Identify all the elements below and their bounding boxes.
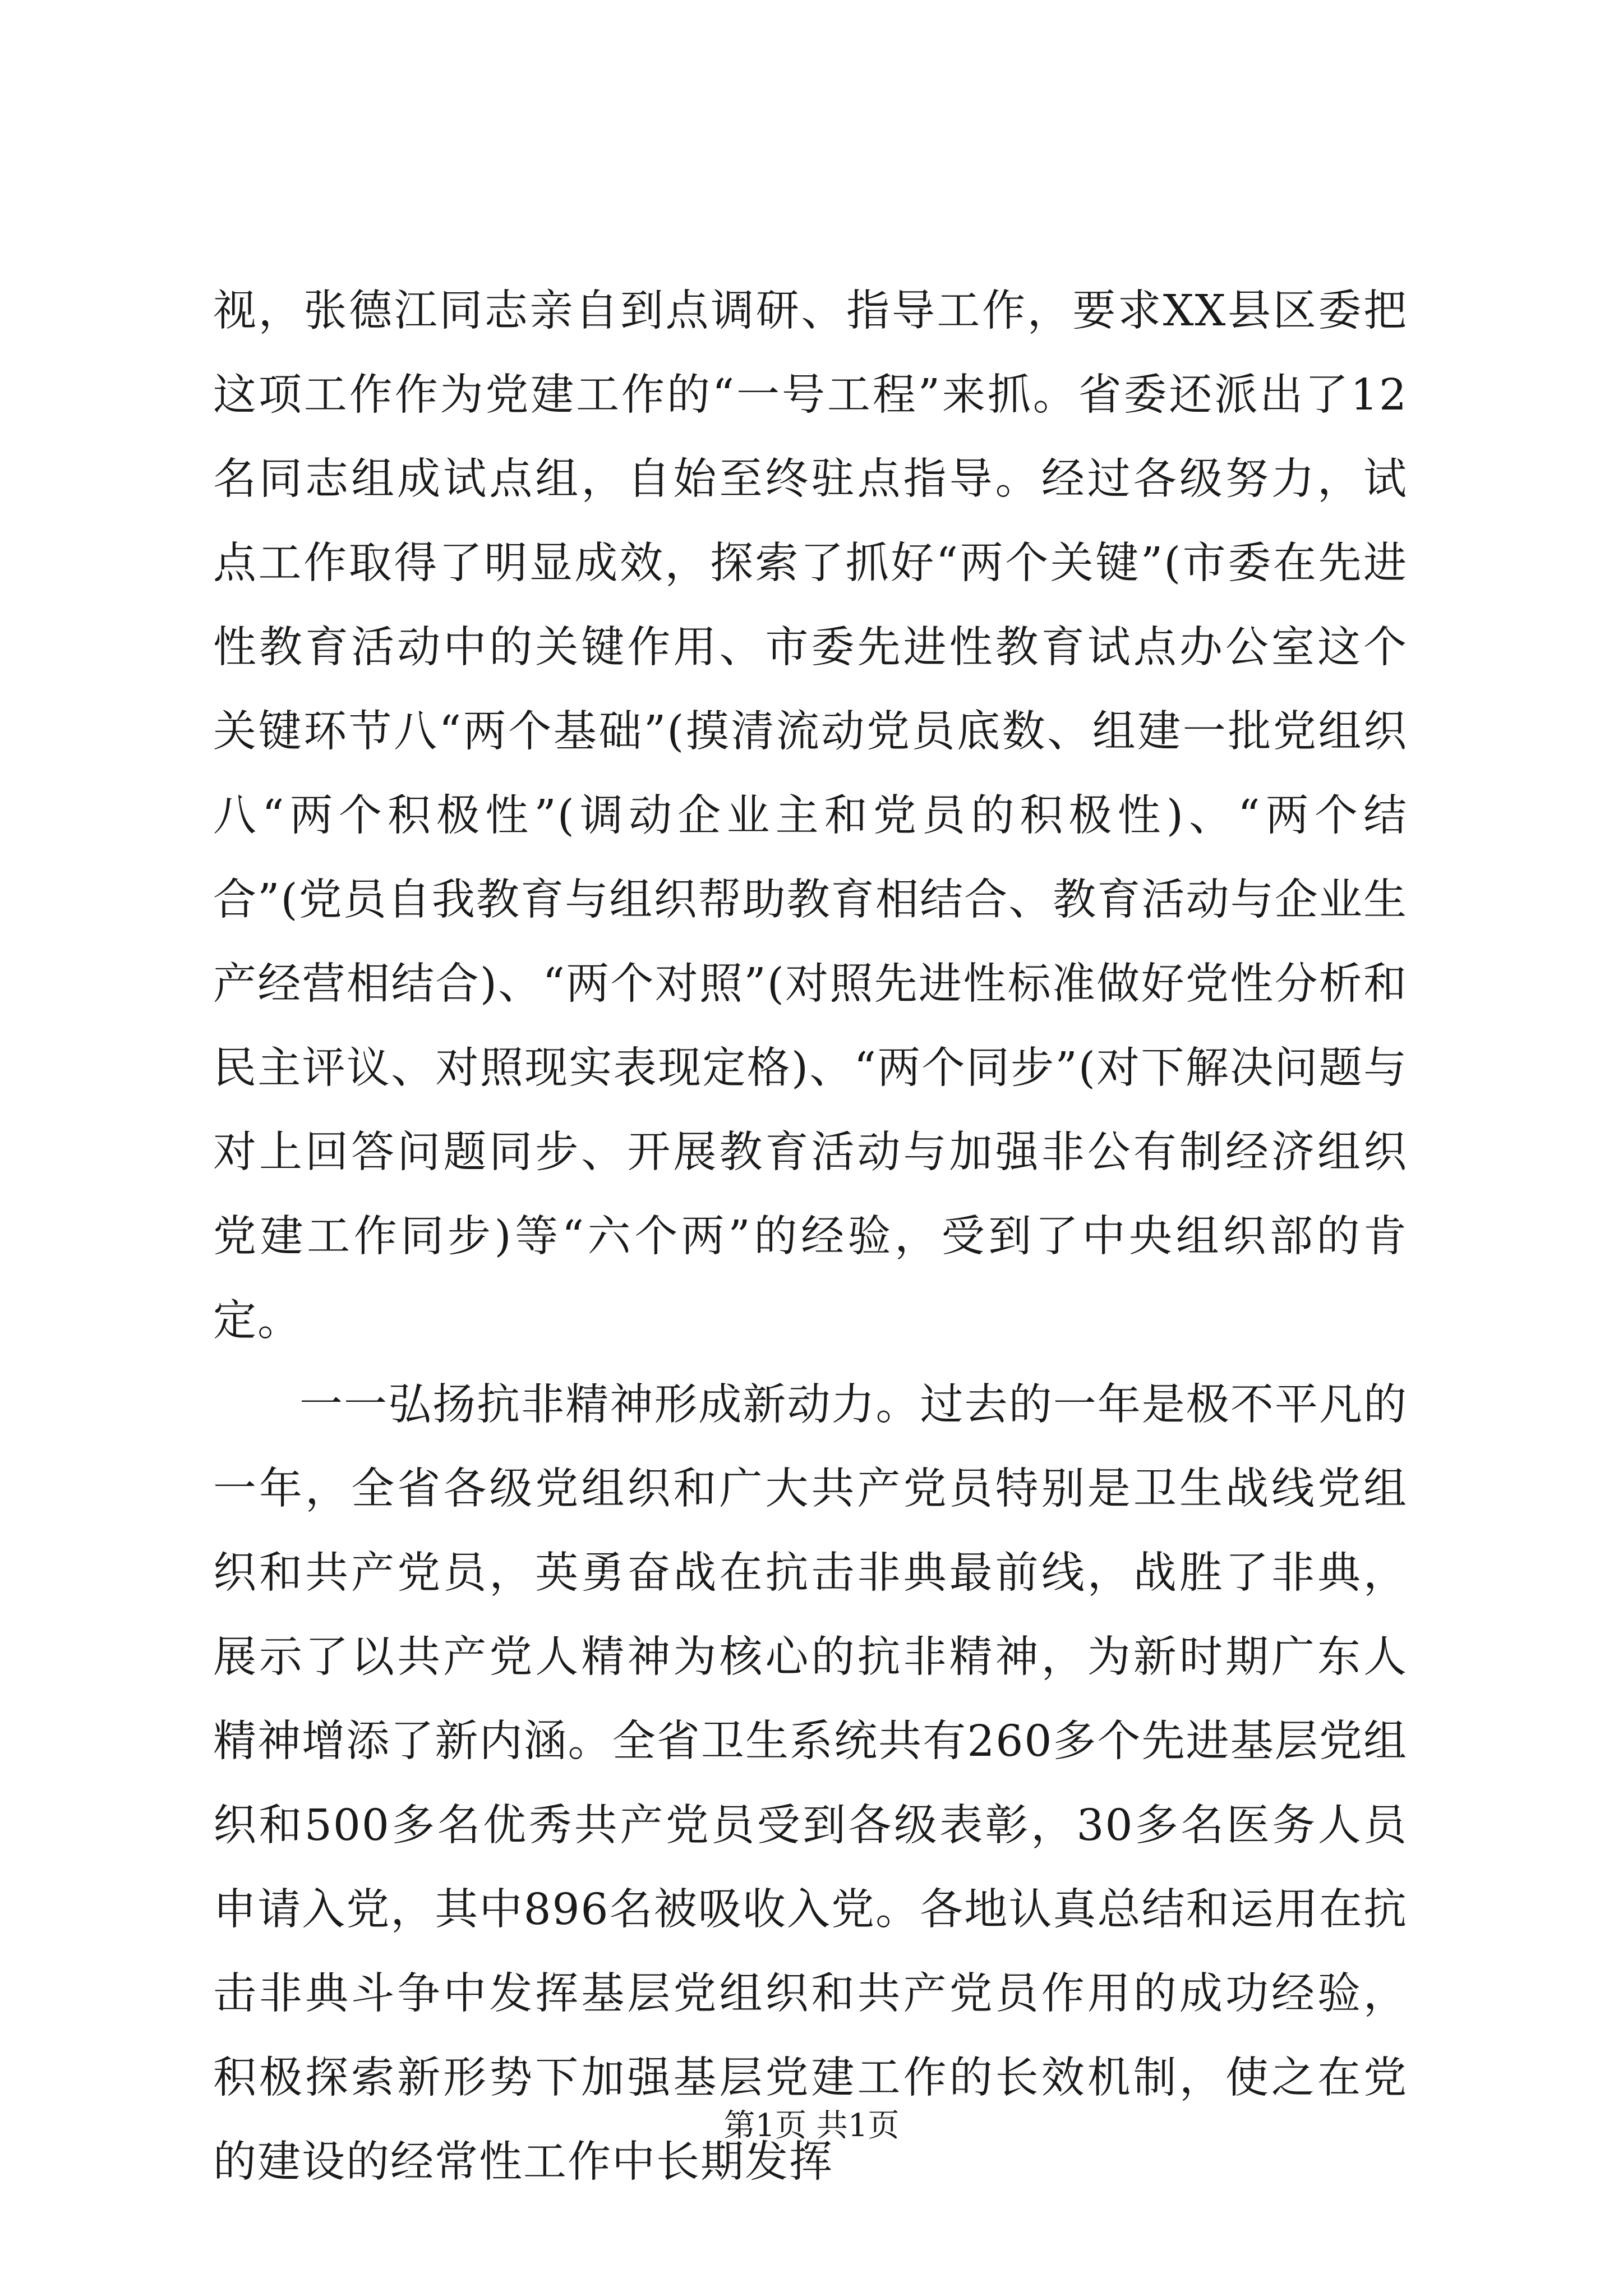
page-footer: 第1页 共1页 xyxy=(723,2108,900,2144)
paragraph-1: 视，张德江同志亲自到点调研、指导工作，要求XX县区委把这项工作作为党建工作的“一号工程”来抓。省委还派出了12名同志组成试点组，自始至终驻点指导。经过各级努力，试点工作取得了明显成效，探索了抓好“两个关键”(市委在先进性教育活动中的关键作用、市委先进性教育试点办公室这个关键环节八“两个基础”(摸清流动党员底数、组建一批党组织八“两个积极性”(调动企业主和党员的积极性)、“两个结合”(党员自我教育与组织帮助教育相结合、教育活动与企业生产经营相结合)、“两个对照”(对照先进性标准做好党性分析和民主评议、对照现实表现定格)、“两个同步”(对下解决问题与对上回答问题同步、开展教育活动与加强非公有制经济组织党建工作同步)等“六个两”的经验，受到了中央组织部的肯定。 xyxy=(213,286,1408,1346)
paragraph-2: 一一弘扬抗非精神形成新动力。过去的一年是极不平凡的一年，全省各级党组织和广大共产党员特别是卫生战线党组织和共产党员，英勇奋战在抗击非典最前线，战胜了非典，展示了以共产党人精神为核心的抗非精神，为新时期广东人精神增添了新内涵。全省卫生系统共有260多个先进基层党组织和500多名优秀共产党员受到各级表彰，30多名医务人员申请入党，其中896名被吸收入党。各地认真总结和运用在抗击非典斗争中发挥基层党组织和共产党员作用的成功经验，积极探索新形势下加强基层党建工作的长效机制，使之在党的建设的经常性工作中长期发挥 xyxy=(213,1380,1408,2187)
document-body xyxy=(213,269,1408,2205)
